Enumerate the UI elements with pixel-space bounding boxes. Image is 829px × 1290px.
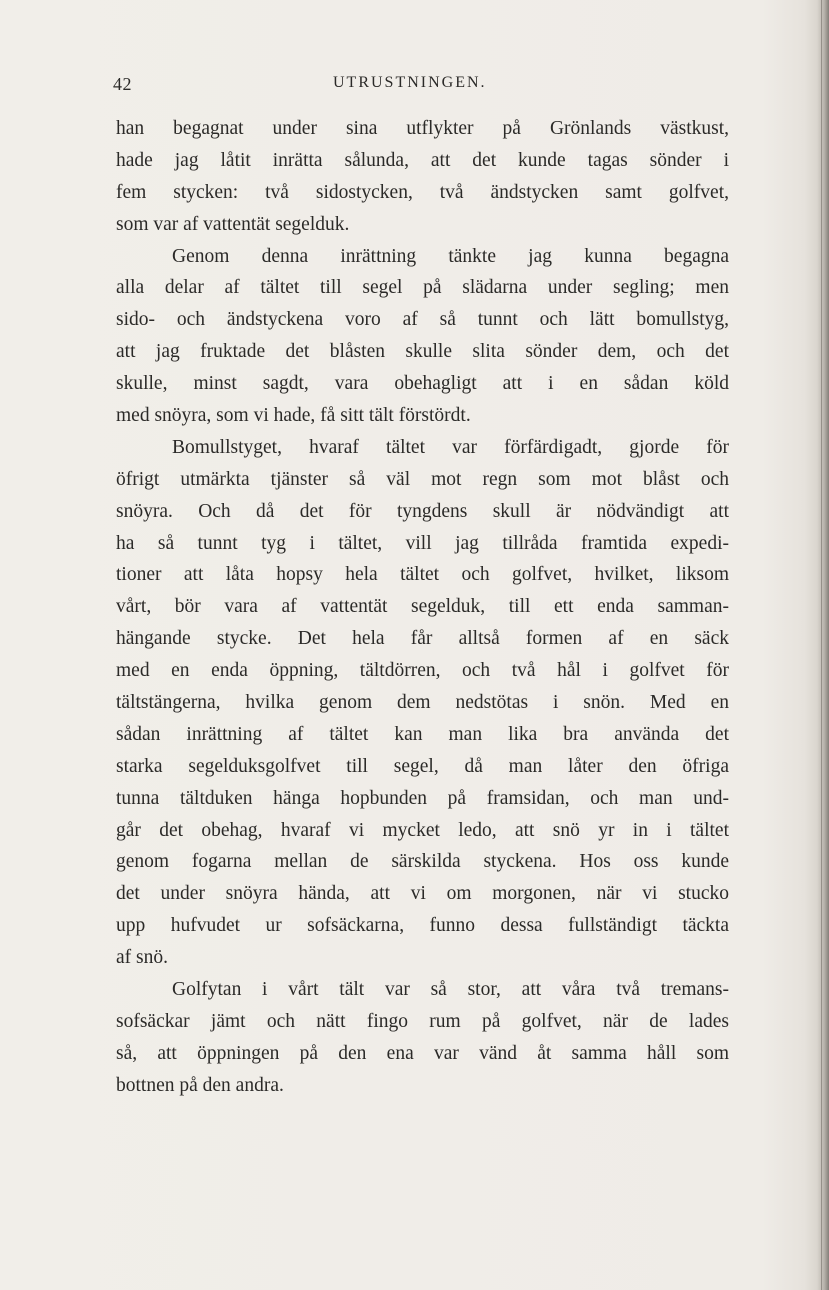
text-line: bottnen på den andra. — [116, 1074, 284, 1096]
text-line: han begagnat under sina utflykter på Grönlands västkust, — [116, 118, 729, 139]
text-line: att jag fruktade det blåsten skulle slita sönder dem, och det — [116, 341, 729, 363]
text-line: hade jag låtit inrätta sålunda, att det kunde tagas sönder i — [116, 149, 729, 171]
text-line: tunna tältduken hänga hopbunden på framsidan, och man und- — [116, 787, 729, 809]
running-head: UTRUSTNINGEN. — [333, 74, 487, 91]
text-line: Golfytan i vårt tält var så stor, att våra två tremans- — [172, 979, 729, 1001]
text-line: sofsäckar jämt och nätt fingo rum på golfvet, när de lades — [116, 1010, 729, 1032]
page-header — [113, 74, 733, 98]
page-number: 42 — [113, 74, 132, 94]
text-line: sido- och ändstyckena voro af så tunnt och lätt bomullstyg, — [116, 309, 729, 331]
text-line: af snö. — [116, 947, 168, 969]
text-line: tioner att låta hopsy hela tältet och golfvet, hvilket, liksom — [116, 564, 729, 586]
text-line: snöyra. Och då det för tyngdens skull är nödvändigt att — [116, 500, 729, 522]
text-line: går det obehag, hvaraf vi mycket ledo, att snö yr in i tältet — [116, 819, 729, 841]
text-line: starka segelduksgolfvet till segel, då man låter den öfriga — [116, 755, 729, 777]
page-edge-line — [821, 0, 822, 1290]
text-line: Genom denna inrättning tänkte jag kunna begagna — [172, 245, 729, 267]
text-line: skulle, minst sagdt, vara obehagligt att i en sådan köld — [116, 373, 729, 395]
text-line: alla delar af tältet till segel på slädarna under segling; men — [116, 277, 729, 299]
text-line: fem stycken: två sidostycken, två ändstycken samt golfvet, — [116, 181, 729, 203]
text-line: så, att öppningen på den ena var vänd åt samma håll som — [116, 1042, 729, 1064]
text-line: tältstängerna, hvilka genom dem nedstötas i snön. Med en — [116, 692, 729, 714]
text-line: genom fogarna mellan de särskilda styckena. Hos oss kunde — [116, 851, 729, 873]
body-text — [116, 113, 729, 1102]
text-line: det under snöyra hända, att vi om morgonen, när vi stucko — [116, 883, 729, 905]
text-line: öfrigt utmärkta tjänster så väl mot regn som mot blåst och — [116, 468, 729, 490]
text-line: Bomullstyget, hvaraf tältet var förfärdigadt, gjorde för — [172, 436, 729, 458]
text-line: hängande stycke. Det hela får alltså formen af en säck — [116, 628, 729, 650]
text-line: ha så tunnt tyg i tältet, vill jag tillråda framtida expedi- — [116, 532, 729, 554]
text-line: med snöyra, som vi hade, få sitt tält förstördt. — [116, 405, 471, 427]
page-edge-shadow — [817, 0, 829, 1290]
text-line: vårt, bör vara af vattentät segelduk, till ett enda samman- — [116, 596, 729, 618]
text-line: som var af vattentät segelduk. — [116, 213, 350, 235]
text-line: med en enda öppning, tältdörren, och två hål i golfvet för — [116, 660, 729, 682]
text-line: upp hufvudet ur sofsäckarna, funno dessa fullständigt täckta — [116, 915, 729, 937]
text-line: sådan inrättning af tältet kan man lika bra använda det — [116, 723, 729, 745]
